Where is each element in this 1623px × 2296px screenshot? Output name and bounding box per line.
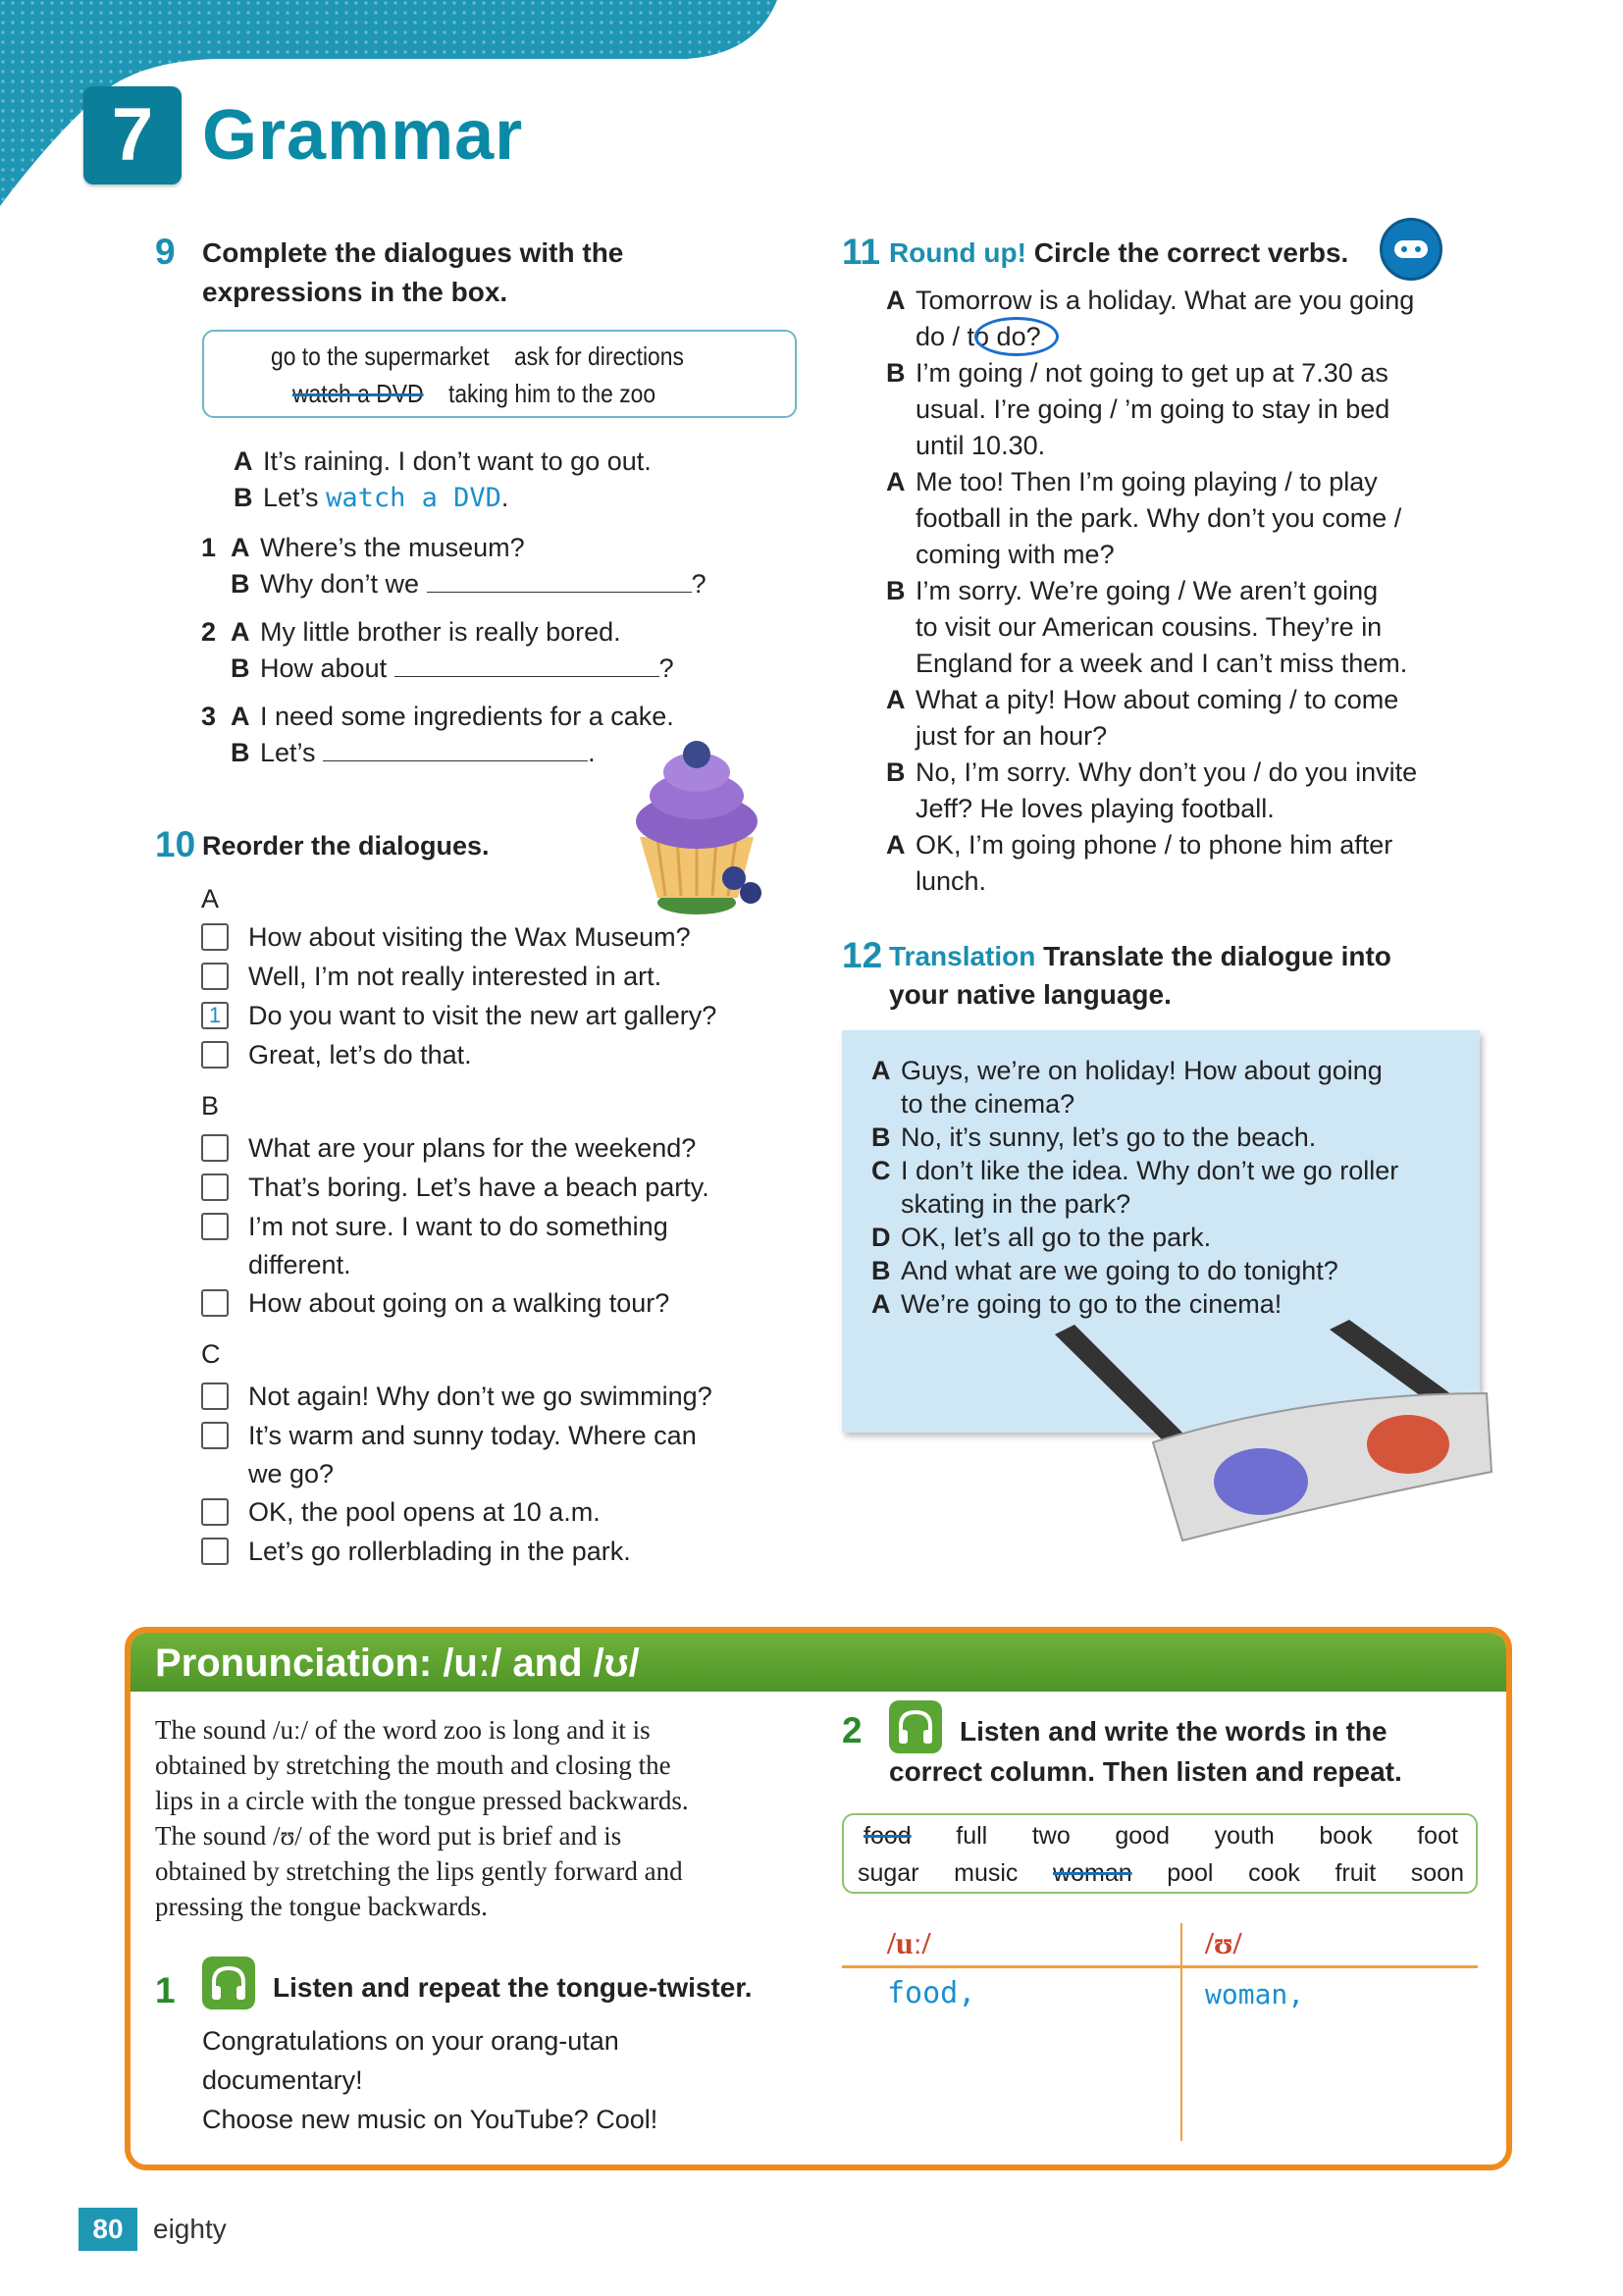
speaker-label: B <box>871 1256 891 1285</box>
dialogue-line: I’m not sure. I want to do something <box>248 1211 668 1241</box>
dialogue-line: How about visiting the Wax Museum? <box>248 921 691 952</box>
line-text: coming with me? <box>916 540 1115 569</box>
pronunciation-explanation <box>155 1712 803 1924</box>
word-cook: cook <box>1248 1859 1300 1887</box>
dialogue-line <box>871 1187 1460 1221</box>
exercise-10-number: 10 <box>155 824 196 864</box>
word-pool: pool <box>1167 1859 1214 1887</box>
item-2-end-punct: ? <box>658 653 674 683</box>
line-text: skating in the park? <box>901 1189 1131 1219</box>
column-uu-heading: /uː/ <box>887 1925 931 1960</box>
explanation-line: obtained by stretching the lips gently forward and <box>155 1856 683 1886</box>
line-text: Jeff? He loves playing football. <box>916 794 1275 823</box>
item-number: 1 <box>201 533 217 562</box>
pron-exercise-2-instruction-1: Listen and write the words in the <box>960 1716 1387 1747</box>
game-controller-icon <box>1380 218 1442 281</box>
order-checkbox[interactable] <box>201 1213 229 1240</box>
dialogue-line: What are your plans for the weekend? <box>248 1132 697 1163</box>
order-checkbox[interactable] <box>201 923 229 951</box>
speaker-label: A <box>886 830 906 860</box>
word-two: two <box>1031 1822 1071 1850</box>
speaker-label: A <box>886 467 906 496</box>
example-dialogue: A It’s raining. I don’t want to go out. B Let’s watch a DVD . <box>234 444 744 516</box>
dialogue-line <box>886 827 1475 863</box>
word-food: food <box>864 1822 912 1850</box>
reorder-dialogues <box>201 881 770 1571</box>
expression-taking-him-to-zoo: taking him to the zoo <box>447 379 656 408</box>
word-full: full <box>956 1822 988 1850</box>
speaker-label: A <box>871 1056 891 1085</box>
speaker-label: B <box>886 757 906 787</box>
pron-exercise-2-number: 2 <box>842 1710 863 1750</box>
headphones-icon[interactable] <box>889 1700 942 1753</box>
item-number: 3 <box>201 702 217 731</box>
dialogue-line <box>886 573 1475 609</box>
item-1-line-a: Where’s the museum? <box>260 533 525 562</box>
explanation-line: lips in a circle with the tongue pressed backwards. <box>155 1786 689 1815</box>
word-row-2 <box>854 1854 1468 1892</box>
explanation-line: The sound /ʊ/ of the word put is brief and is <box>155 1821 622 1851</box>
order-checkbox[interactable] <box>201 1498 229 1526</box>
dialogue-line <box>886 863 1475 900</box>
exercise-12-instruction-2: your native language. <box>889 979 1172 1010</box>
dialogue-b-label: B <box>201 1091 220 1121</box>
dialogue-line <box>886 500 1475 537</box>
line-text: OK, let’s all go to the park. <box>901 1223 1212 1252</box>
order-checkbox[interactable] <box>201 1041 229 1069</box>
line-text: to visit our American cousins. They’re in <box>916 612 1383 642</box>
dialogue-line <box>871 1221 1460 1254</box>
line-text: do / to do? <box>916 322 1041 351</box>
dialogue-line <box>886 682 1475 718</box>
answer-circle <box>974 317 1059 356</box>
line-text: No, it’s sunny, let’s go to the beach. <box>901 1122 1317 1152</box>
word-woman: woman <box>1053 1859 1132 1887</box>
dialogue-line <box>886 537 1475 573</box>
twister-line: Choose new music on YouTube? Cool! <box>202 2105 658 2134</box>
item-2-line-a: My little brother is really bored. <box>260 617 621 647</box>
table-column-divider <box>1180 1923 1182 2141</box>
speaker-label: B <box>886 576 906 605</box>
expression-watch-a-dvd: watch a DVD <box>292 379 424 408</box>
exercise-12-number: 12 <box>842 935 883 975</box>
line-text: just for an hour? <box>916 721 1108 751</box>
translation-label: Translation <box>889 941 1036 971</box>
dialogue-line: Not again! Why don’t we go swimming? <box>248 1381 712 1411</box>
exercise-12-heading <box>889 937 1391 976</box>
dialogue-line: How about going on a walking tour? <box>248 1287 670 1318</box>
line-text: And what are we going to do tonight? <box>901 1256 1338 1285</box>
dialogue-line: Great, let’s do that. <box>248 1039 472 1070</box>
line-text: OK, I’m going phone / to phone him after <box>916 830 1393 860</box>
dialogue-line <box>886 283 1475 319</box>
word-music: music <box>954 1859 1019 1887</box>
page-number-word: eighty <box>153 2214 227 2244</box>
pron-exercise-1-number: 1 <box>155 1970 176 2010</box>
dialogue-line: Well, I’m not really interested in art. <box>248 961 662 991</box>
line-text: lunch. <box>916 866 987 896</box>
order-checkbox[interactable] <box>201 1289 229 1317</box>
exercise-9-number: 9 <box>155 232 176 272</box>
example-line-a: It’s raining. I don’t want to go out. <box>263 446 652 476</box>
exercise-11-instruction: Circle the correct verbs. <box>1033 237 1349 268</box>
column-u-answer: woman, <box>1205 1978 1305 2010</box>
word-foot: foot <box>1417 1822 1458 1850</box>
pronunciation-title: Pronunciation: /uː/ and /ʊ/ <box>155 1642 640 1685</box>
dialogue-line <box>871 1121 1460 1154</box>
line-text: Guys, we’re on holiday! How about going <box>901 1056 1383 1085</box>
line-text: usual. I’re going / ’m going to stay in bed <box>916 394 1390 424</box>
dialogue-line: Let’s go rollerblading in the park. <box>248 1536 631 1566</box>
order-checkbox[interactable] <box>201 963 229 990</box>
line-text: I’m going / not going to get up at 7.30 as <box>916 358 1388 388</box>
dialogue-line <box>886 428 1475 464</box>
example-line-b-suffix: . <box>500 483 509 512</box>
page-title: Grammar <box>202 96 524 175</box>
word-sugar: sugar <box>858 1859 919 1887</box>
dialogue-line: Do you want to visit the new art gallery? <box>248 1000 717 1030</box>
dialogue-line <box>871 1287 1460 1321</box>
line-text: until 10.30. <box>916 431 1046 460</box>
example-line-b-prefix: Let’s <box>263 483 319 512</box>
item-3-line-b: Let’s <box>260 738 316 767</box>
exercise-11-number: 11 <box>842 232 881 272</box>
unit-number-badge: 7 <box>83 86 182 184</box>
twister-line: Congratulations on your orang-utan <box>202 2026 619 2056</box>
dialogue-line <box>886 791 1475 827</box>
explanation-line: pressing the tongue backwards. <box>155 1892 488 1921</box>
order-checkbox[interactable] <box>201 1538 229 1565</box>
exercise-11-heading <box>889 234 1348 273</box>
dialogue-line <box>886 609 1475 646</box>
word-good: good <box>1115 1822 1170 1850</box>
twister-line: documentary! <box>202 2065 363 2095</box>
dialogue-line <box>871 1154 1460 1187</box>
pron-exercise-1-instruction: Listen and repeat the tongue-twister. <box>273 1972 753 2003</box>
speaker-label: C <box>871 1156 891 1185</box>
word-soon: soon <box>1410 1859 1464 1887</box>
word-fruit: fruit <box>1335 1859 1377 1887</box>
column-u-heading: /ʊ/ <box>1205 1925 1242 1960</box>
line-text: Me too! Then I’m going playing / to play <box>916 467 1378 496</box>
exercise-9-items: 1 A Where’s the museum? B Why don’t we ? 2 A My little brother is really bored. B How about ? 3 A I need some ingredients for a cake. B Let’s . <box>201 530 731 771</box>
box-row-1 <box>271 341 684 372</box>
dialogue-line <box>871 1054 1460 1087</box>
order-checkbox[interactable] <box>201 1174 229 1201</box>
word-row-1 <box>854 1817 1468 1854</box>
answer-blank[interactable] <box>427 567 692 593</box>
dialogue-c-label: C <box>201 1339 221 1369</box>
speaker-label: B <box>886 358 906 388</box>
word-youth: youth <box>1214 1822 1275 1850</box>
dialogue-line: OK, the pool opens at 10 a.m. <box>248 1496 601 1527</box>
order-checkbox[interactable] <box>201 1422 229 1449</box>
item-number: 2 <box>201 617 217 647</box>
word-book: book <box>1319 1822 1373 1850</box>
table-header-rule <box>842 1965 1478 1968</box>
item-3-line-a: I need some ingredients for a cake. <box>260 702 674 731</box>
speaker-label: B <box>871 1122 891 1152</box>
order-checkbox[interactable] <box>201 1383 229 1410</box>
example-handwritten-answer: watch a DVD <box>326 483 501 513</box>
order-checkbox-filled[interactable]: 1 <box>201 1002 229 1029</box>
dialogue-line <box>886 355 1475 391</box>
answer-blank[interactable] <box>323 736 588 761</box>
item-3-end-punct: . <box>588 738 596 767</box>
box-row-2 <box>292 379 655 409</box>
line-text: I don’t like the idea. Why don’t we go roller <box>901 1156 1399 1185</box>
dialogue-line <box>871 1087 1460 1121</box>
line-text: Tomorrow is a holiday. What are you going <box>916 286 1415 315</box>
page-number: 80 <box>79 2208 137 2251</box>
speaker-label: A <box>871 1289 891 1319</box>
dialogue-line <box>886 755 1475 791</box>
item-1-end-punct: ? <box>691 569 707 599</box>
speaker-label: D <box>871 1223 891 1252</box>
exercise-11-dialogue <box>886 283 1475 900</box>
headphones-icon[interactable] <box>202 1957 255 2009</box>
dialogue-line: It’s warm and sunny today. Where can <box>248 1420 697 1450</box>
translation-dialogue <box>871 1054 1460 1321</box>
round-up-label: Round up! <box>889 237 1026 268</box>
pron-exercise-2-instruction-2: correct column. Then listen and repeat. <box>889 1756 1402 1787</box>
explanation-line: obtained by stretching the mouth and closing the <box>155 1750 671 1780</box>
dialogue-line <box>886 464 1475 500</box>
3d-glasses-illustration <box>1045 1334 1506 1560</box>
dialogue-line-continuation: different. <box>248 1249 351 1279</box>
line-text: England for a week and I can’t miss them. <box>916 649 1408 678</box>
item-1-line-b: Why don’t we <box>260 569 420 599</box>
dialogue-line <box>886 718 1475 755</box>
exercise-12-instruction-1: Translate the dialogue into <box>1043 941 1391 971</box>
expression-ask-for-directions: ask for directions <box>514 341 684 371</box>
answer-blank[interactable] <box>394 652 659 677</box>
tongue-twister <box>202 2021 791 2139</box>
item-2-line-b: How about <box>260 653 388 683</box>
dialogue-line <box>886 646 1475 682</box>
speaker-label: A <box>886 286 906 315</box>
speaker-label: A <box>886 685 906 714</box>
line-text: What a pity! How about coming / to come <box>916 685 1399 714</box>
line-text: I’m sorry. We’re going / We aren’t going <box>916 576 1379 605</box>
exercise-10-instruction: Reorder the dialogues. <box>202 831 490 861</box>
expressions-box <box>202 330 797 418</box>
line-text: to the cinema? <box>901 1089 1075 1119</box>
dialogue-a-label: A <box>201 884 220 913</box>
column-uu-answer: food, <box>887 1976 976 2010</box>
dialogue-line: That’s boring. Let’s have a beach party. <box>248 1172 709 1202</box>
order-checkbox[interactable] <box>201 1134 229 1162</box>
dialogue-line <box>886 391 1475 428</box>
exercise-9-instruction: Complete the dialogues with the expressions in the box. <box>202 237 624 307</box>
expression-go-to-supermarket: go to the supermarket <box>271 341 490 371</box>
line-text: We’re going to go to the cinema! <box>901 1289 1283 1319</box>
line-text: No, I’m sorry. Why don’t you / do you invite <box>916 757 1418 787</box>
dialogue-line-continuation: we go? <box>248 1458 335 1488</box>
line-text: football in the park. Why don’t you come / <box>916 503 1402 533</box>
explanation-line: The sound /uː/ of the word zoo is long and it is <box>155 1715 651 1745</box>
dialogue-line <box>871 1254 1460 1287</box>
